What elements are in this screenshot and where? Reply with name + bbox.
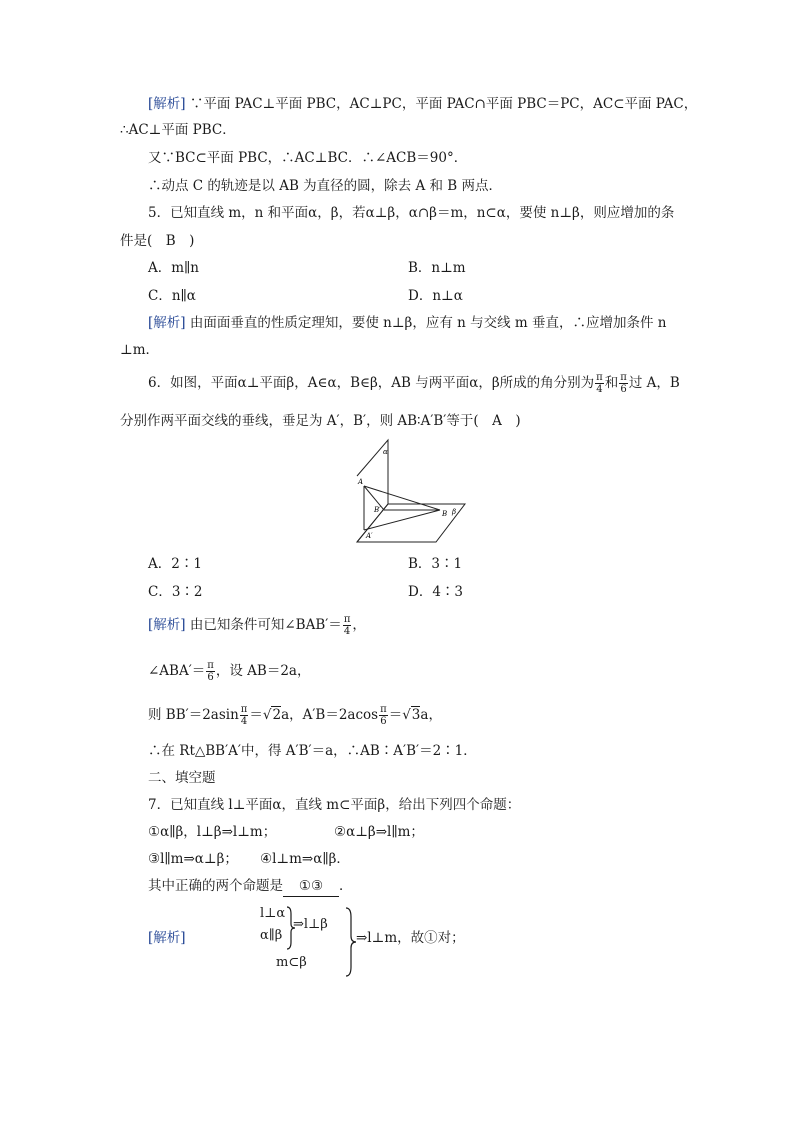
q7-conclusion: ⇒l⊥m，故①对； bbox=[356, 930, 465, 946]
q6-and: 和 bbox=[604, 375, 619, 391]
q6-analysis-4: ∴在 Rt△BB′A′中，得 A′B′＝a，∴AB∶A′B′＝2∶1． bbox=[148, 743, 477, 759]
q6-analysis-1 bbox=[148, 614, 366, 637]
q7-step-4: m⊂β bbox=[276, 955, 307, 970]
q7-stem: 7．已知直线 l⊥平面α，直线 m⊂平面β，给出下列四个命题： bbox=[148, 797, 521, 813]
q5-analysis-2: ⊥m． bbox=[120, 342, 159, 358]
q5-option-d: D．n⊥α bbox=[408, 288, 463, 304]
answer-blank: ①③ bbox=[283, 876, 339, 897]
q7-proposition-2: ②α⊥β⇒l∥m； bbox=[334, 824, 424, 840]
analysis-text: 则 BB′＝2asin bbox=[148, 707, 239, 723]
q7-answer bbox=[148, 876, 353, 897]
sqrt-radicand: 3 bbox=[411, 707, 421, 723]
q5-option-b: B．n⊥m bbox=[408, 260, 466, 276]
equals: ＝ bbox=[388, 707, 403, 723]
analysis-line-4: ∴动点 C 的轨迹是以 AB 为直径的圆，除去 A 和 B 两点． bbox=[148, 178, 502, 194]
q7-proposition-1: ①α∥β，l⊥β⇒l⊥m； bbox=[148, 824, 277, 840]
fraction-pi-4: $\frac{\pi}{4}$ bbox=[343, 614, 351, 637]
q6-stem-text: 6．如图，平面α⊥平面β，A∈α，B∈β，AB 与两平面α，β所成的角分别为 bbox=[148, 375, 595, 391]
equals: ＝ bbox=[249, 707, 263, 723]
q7-proposition-4: ④l⊥m⇒α∥β． bbox=[260, 851, 350, 867]
analysis-tag: [解析] bbox=[148, 96, 186, 112]
q5-stem-1: 5．已知直线 m，n 和平面α，β，若α⊥β，α∩β＝m，n⊂α，要使 n⊥β，则应增加的条 bbox=[148, 205, 675, 221]
q6-stem-1 bbox=[148, 372, 680, 395]
q7-step-2: α∥β bbox=[260, 928, 283, 943]
analysis-tag: [解析] bbox=[148, 315, 186, 331]
fraction-pi-6: $\frac{\pi}{6}$ bbox=[380, 704, 387, 727]
q6-option-c: C．3∶2 bbox=[148, 584, 203, 600]
fraction-pi-4: $\frac{\pi}{4}$ bbox=[596, 372, 603, 395]
q6-option-a: A．2∶1 bbox=[148, 556, 202, 572]
fraction-pi-6: $\frac{\pi}{6}$ bbox=[207, 660, 214, 683]
analysis-tag: [解析] bbox=[148, 930, 186, 946]
q5-stem-2: 件是( B ) bbox=[120, 233, 195, 249]
label-bprime: B′ bbox=[374, 506, 381, 514]
analysis-text: ，设 AB＝2a， bbox=[215, 663, 311, 679]
q6-analysis-2 bbox=[148, 660, 310, 683]
q5-option-c: C．n∥α bbox=[148, 288, 196, 304]
comma: ， bbox=[352, 617, 366, 633]
q5-analysis-1 bbox=[148, 313, 666, 333]
label-b: B bbox=[442, 510, 448, 518]
label-beta: β bbox=[452, 508, 457, 516]
fraction-pi-6: $\frac{\pi}{6}$ bbox=[620, 372, 627, 395]
analysis-tag: [解析] bbox=[148, 617, 186, 633]
q7-proposition-3: ③l∥m⇒α⊥β； bbox=[148, 851, 238, 867]
answer-suffix: ． bbox=[339, 878, 353, 894]
analysis-text: 由面面垂直的性质定理知，要使 n⊥β，应有 n 与交线 m 垂直，∴应增加条件 n bbox=[189, 315, 667, 331]
q7-step-1: l⊥α bbox=[260, 906, 286, 921]
fraction-pi-4: $\frac{\pi}{4}$ bbox=[240, 704, 248, 727]
q6-analysis-3 bbox=[148, 704, 442, 727]
q7-step-3: ⇒l⊥β bbox=[293, 917, 328, 932]
q6-stem-text: 过 A，B bbox=[628, 375, 680, 391]
analysis-line-2: ∴AC⊥平面 PBC． bbox=[120, 122, 236, 138]
sqrt-symbol: √ bbox=[262, 707, 272, 723]
perpendicular-planes-figure bbox=[350, 438, 470, 548]
q5-option-a: A．m∥n bbox=[148, 260, 199, 276]
analysis-text: a，A′B＝2acos bbox=[281, 707, 379, 723]
analysis-line-1 bbox=[148, 94, 697, 114]
label-a: A bbox=[358, 478, 364, 486]
analysis-text: a， bbox=[420, 707, 442, 723]
sqrt-symbol: √ bbox=[402, 707, 411, 723]
analysis-text: ∵平面 PAC⊥平面 PBC，AC⊥PC，平面 PAC∩平面 PBC＝PC，AC⊂平面 PAC， bbox=[189, 96, 698, 112]
section-heading-fill-blank: 二、填空题 bbox=[148, 770, 216, 786]
label-aprime: A′ bbox=[366, 532, 373, 540]
sqrt-radicand: 2 bbox=[272, 707, 282, 723]
analysis-line-3: 又∵BC⊂平面 PBC，∴AC⊥BC．∴∠ACB＝90°． bbox=[148, 150, 468, 166]
q6-stem-2: 分别作两平面交线的垂线，垂足为 A′，B′，则 AB∶A′B′等于( A ) bbox=[120, 413, 521, 429]
answer-prefix: 其中正确的两个命题是 bbox=[148, 878, 283, 894]
analysis-text: 由已知条件可知∠BAB′＝ bbox=[189, 617, 342, 633]
analysis-text: ∠ABA′＝ bbox=[148, 663, 206, 679]
q6-option-d: D．4∶3 bbox=[408, 584, 464, 600]
q6-option-b: B．3∶1 bbox=[408, 556, 463, 572]
label-alpha: α bbox=[383, 448, 388, 456]
